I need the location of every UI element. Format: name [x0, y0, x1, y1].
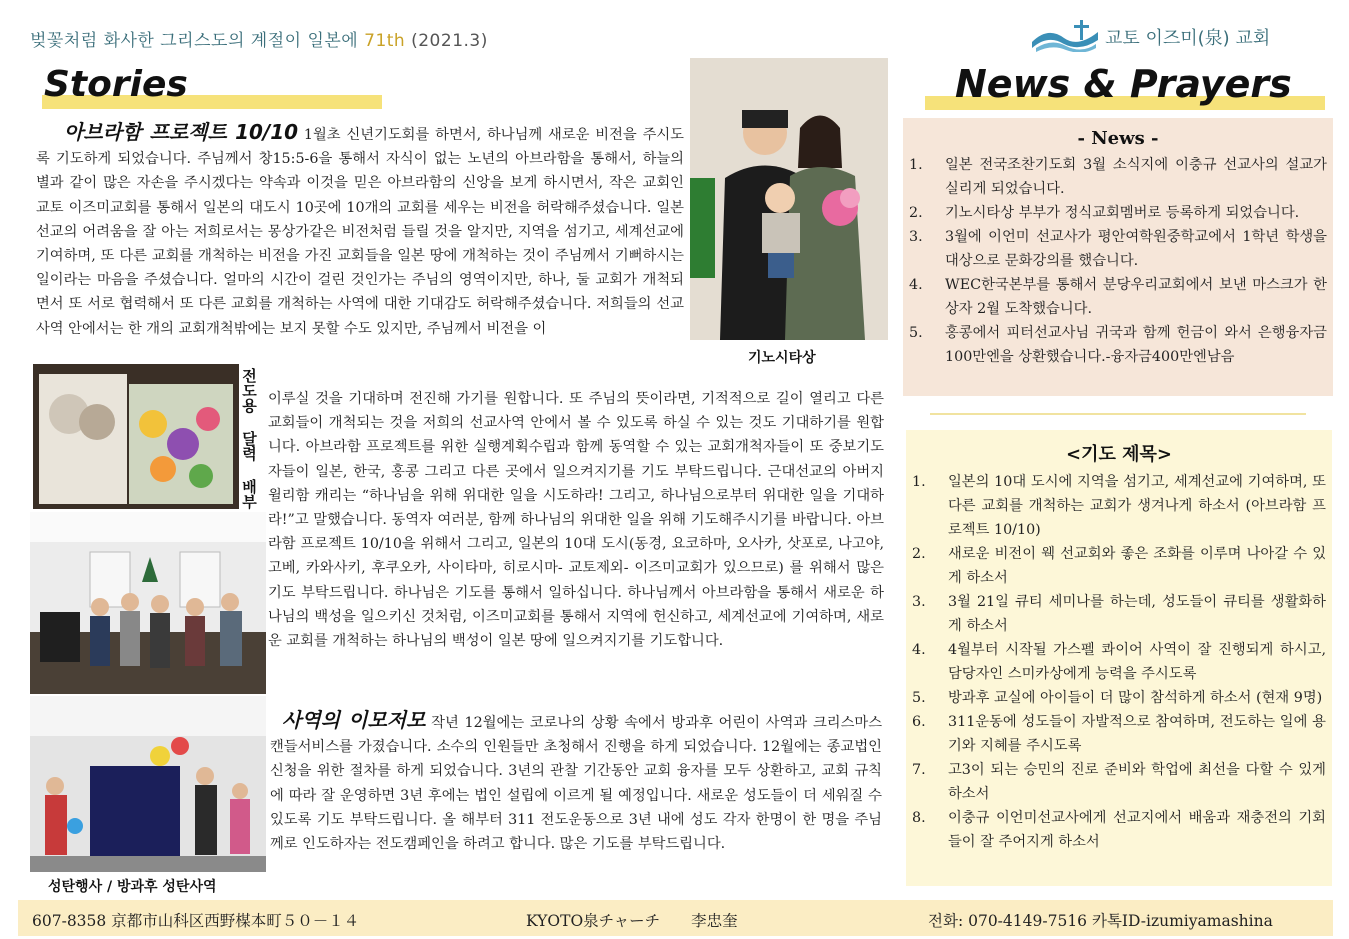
news-item: 4. WEC한국본부를 통해서 분당우리교회에서 보낸 마스크가 한 상자 2월 도착했습니다.	[909, 277, 1327, 317]
story-abraham-continued: 이루실 것을 기대하며 전진해 가기를 원합니다. 또 주님의 뜻이라면, 기적적으로 길이 열리고 다른 교회들이 개척되는 것을 저희의 선교사역 안에서 볼 수 있도록 하실 수 있는 것도 기대하기를 원합니다. 아브라함 프로젝트를 위한 실행계획수립과 함께 동역할 수 있는 교회개척자들이 또 중보기도자들이 일본, 한국, 홍콩 그리고 다른 곳에서 일으켜지기를 기도 부탁드립니다. 근대선교의 아버지 윌리함 캐리는 “하나님을 위해 위대한 일을 시도하라! 그리고, 하나님으로부터 위대한 일을 기대하라!”고 말했습니다. 동역자 여러분, 함께 하나님의 위대한 일을 위해 기도해주시기를 바랍니다. 아브라함 프로젝트 10/10을 위해서 그리고, 일본의 10대 도시(동경, 요코하마, 오사카, 삿포로, 나고야, 고베, 카와사키, 후쿠오카, 사이타마, 히로시마- 교토제외- 이즈미교회가 있으므로) 를 위해서 많은 기도 부탁드립니다. 하나님은 기도를 통해서 일하십니다. 하나님께서 아브라함을 통해서 새로운 하나님의 백성을 일으키신 것처럼, 이즈미교회를 통해서 지역에 헌신하고, 세계선교에 기여하며, 새로운 교회를 개척하는 하나님의 백성이 일본 땅에 일으켜지기를 기도합니다.	[268, 391, 884, 650]
news-item: 3. 3월에 이언미 선교사가 평안여학원중학교에서 1학년 학생을 대상으로 문화강의를 했습니다.	[909, 229, 1327, 269]
story3-body: 작년 12월에는 코로나의 상황 속에서 방과후 어린이 사역과 크리스마스 캔들서비스를 가졌습니다. 소수의 인원들만 초청해서 진행을 하게 되었습니다. 12월에는 종교법인 신청을 위한 절차를 하게 되었습니다. 3년의 관찰 기간동안 교회 융자를 모두 상환하고, 교회 규칙에 따라 잘 운영하면 3년 후에는 법인 설립에 이르게 될 예정입니다. 새로운 성도들이 더 세워질 수 있도록 기도 부탁드립니다. 올 해부터 311 전도운동으로 3년 내에 성도 각자 한명이 한 명을 주님께로 인도하자는 전도캠페인을 하려고 합니다. 많은 기도를 부탁드립니다.	[270, 715, 883, 853]
news-item: 1. 일본 전국조찬기도회 3월 소식지에 이충규 선교사의 설교가 실리게 되었습니다.	[909, 157, 1327, 197]
prayer-item: 8. 이충규 이언미선교사에게 선교지에서 배움과 재충전의 기회들이 잘 주어지게 하소서	[912, 810, 1326, 850]
footer-address: 607-8358 京都市山科区西野楳本町５０－１４	[32, 912, 360, 930]
news-box	[903, 118, 1333, 396]
footer-contact: 전화: 070-4149-7516 카톡ID-izumiyamashina	[928, 912, 1273, 930]
tagline-text: 벚꽃처럼 화사한 그리스도의 계절이 일본에	[30, 31, 359, 51]
photo-christmas-event	[30, 512, 266, 694]
photo-kinoshita-family	[690, 58, 888, 340]
prayer-box	[906, 430, 1332, 886]
news-item: 2. 기노시타상 부부가 정식교회멤버로 등록하게 되었습니다.	[909, 205, 1300, 221]
news-prayers-title: News & Prayers	[955, 62, 1292, 106]
caption-christmas: 성탄행사 / 방과후 성탄사역	[48, 879, 217, 895]
prayer-item: 3. 3월 21일 큐티 세미나를 하는데, 성도들이 큐티를 생활화하게 하소서	[912, 594, 1326, 634]
prayer-item: 5. 방과후 교실에 아이들이 더 많이 참석하게 하소서 (현재 9명)	[912, 690, 1323, 706]
prayer-item: 1. 일본의 10대 도시에 지역을 섬기고, 세계선교에 기여하며, 또 다른 교회를 개척하는 교회가 생겨나게 하소서 (아브라함 프로젝트 10/10)	[912, 474, 1326, 538]
footer	[18, 900, 1333, 936]
footer-church: KYOTO泉チャーチ 李忠奎	[526, 912, 738, 930]
prayer-item: 2. 새로운 비전이 웩 선교회와 좋은 조화를 이루며 나아갈 수 있게 하소서	[912, 546, 1326, 586]
issue-year: (2021.3)	[411, 31, 488, 51]
news-header: - News -	[1077, 128, 1159, 149]
story-abraham-project	[36, 120, 684, 341]
church-name: 교토 이즈미(泉) 교회	[1105, 28, 1271, 49]
prayer-item: 7. 고3이 되는 승민의 진로 준비와 학업에 최선을 다할 수 있게 하소서	[912, 762, 1326, 802]
story1-body: 1월초 신년기도회를 하면서, 하나님께 새로운 비전을 주시도록 기도하게 되었습니다. 주님께서 창15:5-6을 통해서 자식이 없는 노년의 아브라함을 통해서, 하늘의 별과 같이 많은 자손을 주시겠다는 약속과 이것을 믿은 아브라함의 신앙을 보게 하시면서, 작은 교회인 교토 이즈미교회를 통해서 일본의 대도시 10곳에 10개의 교회를 세우는 비전을 허락해주셨습니다. 일본 선교의 어려움을 잘 아는 저희로서는 몽상가같은 비전처럼 들릴 것을 알지만, 지역을 섬기고, 세계선교에 기여하며, 또 다른 교회를 개척하는 비전을 가진 교회들을 일본 땅에 개척하는 것이 주님께서 기뻐하시는 일이라는 마음을 주셨습니다. 얼마의 시간이 걸린 것인가는 주님의 영역이지만, 하나, 둘 교회가 개척되면서 또 서로 협력해서 또 다른 교회를 개척하는 사역에 대한 기대감도 허락해주셨습니다. 저희들의 선교사역 안에서는 한 개의 교회개척밖에는 보지 못할 수도 있지만, 주님께서 비전을 이	[36, 127, 684, 337]
issue-number: 71th	[364, 31, 406, 51]
news-list	[903, 153, 1333, 369]
story-heading-ministry: 사역의 이모저모	[282, 708, 426, 732]
header-tagline	[30, 26, 488, 51]
photo-afterschool-christmas	[30, 696, 266, 872]
prayer-header: <기도 제목>	[1066, 444, 1172, 465]
section-divider	[930, 413, 1306, 415]
prayer-list	[906, 470, 1332, 854]
prayer-item: 4. 4월부터 시작될 가스펠 콰이어 사역이 잘 진행되게 하시고, 담당자인 스미카상에게 능력을 주시도록	[912, 642, 1326, 682]
photo-calendars	[33, 364, 239, 509]
stories-title: Stories	[44, 64, 188, 105]
prayer-item: 6. 311운동에 성도들이 자발적으로 참여하며, 전도하는 일에 용기와 지혜를 주시도록	[912, 714, 1326, 754]
story-ministry-news	[270, 708, 882, 856]
wave-cross-logo-icon	[1030, 18, 1100, 52]
caption-couple: 기노시타상	[748, 350, 816, 366]
news-item: 5. 홍콩에서 피터선교사님 귀국과 함께 헌금이 와서 은행융자금 100만엔을 상환했습니다.-융자금400만엔남음	[909, 325, 1327, 365]
caption-calendar-vertical: 전도용 달력 배부	[240, 368, 258, 509]
story-heading-abraham: 아브라함 프로젝트 10/10	[64, 120, 299, 144]
